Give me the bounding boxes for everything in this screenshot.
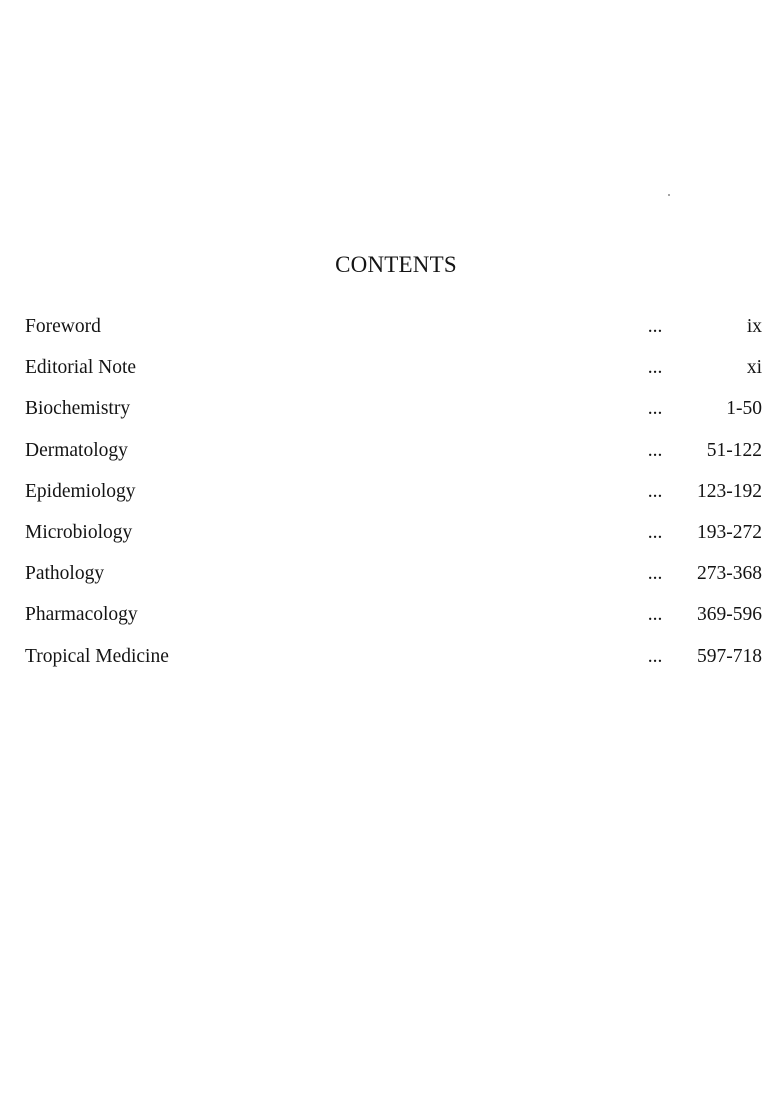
toc-entry-label: Editorial Note — [25, 357, 137, 379]
toc-leader: ... — [647, 398, 663, 420]
toc-entry-label: Pharmacology — [25, 604, 138, 626]
toc-entry-pharmacology[interactable] — [0, 601, 780, 642]
table-of-contents — [0, 313, 780, 684]
toc-leader: ... — [647, 563, 663, 585]
toc-page-range: 51-122 — [706, 439, 762, 461]
toc-entry-microbiology[interactable] — [0, 519, 780, 560]
toc-entry-biochemistry[interactable] — [0, 395, 780, 436]
toc-entry-tropical-medicine[interactable] — [0, 643, 780, 684]
toc-leader: ... — [647, 357, 663, 379]
toc-page-range: 123-192 — [697, 480, 762, 502]
toc-entry-dermatology[interactable] — [0, 437, 780, 478]
page-title: CONTENTS — [335, 252, 457, 277]
toc-leader: ... — [647, 645, 663, 667]
toc-entry-label: Pathology — [25, 563, 105, 585]
toc-page-range: 369-596 — [697, 604, 762, 626]
toc-entry-epidemiology[interactable] — [0, 478, 780, 519]
toc-page-range: 1-50 — [726, 398, 762, 420]
toc-leader: ... — [647, 480, 663, 502]
toc-page-range: 597-718 — [697, 645, 762, 667]
toc-entry-label: Foreword — [25, 316, 101, 337]
toc-page-range: 193-272 — [697, 521, 762, 543]
scan-speck — [668, 194, 670, 196]
toc-entry-pathology[interactable] — [0, 560, 780, 601]
toc-entry-editorial-note[interactable] — [0, 354, 780, 395]
toc-leader: ... — [647, 521, 663, 543]
toc-leader: ... — [647, 316, 663, 337]
toc-page-range: xi — [746, 357, 762, 379]
toc-entry-label: Biochemistry — [25, 398, 131, 420]
toc-page-range: ix — [746, 316, 762, 337]
toc-page-range: 273-368 — [697, 563, 762, 585]
toc-entry-label: Microbiology — [25, 521, 133, 543]
toc-leader: ... — [647, 604, 663, 626]
toc-entry-label: Epidemiology — [25, 480, 136, 502]
toc-entry-foreword[interactable] — [0, 313, 780, 354]
toc-entry-label: Dermatology — [25, 439, 128, 461]
toc-leader: ... — [647, 439, 663, 461]
toc-entry-label: Tropical Medicine — [25, 645, 169, 667]
